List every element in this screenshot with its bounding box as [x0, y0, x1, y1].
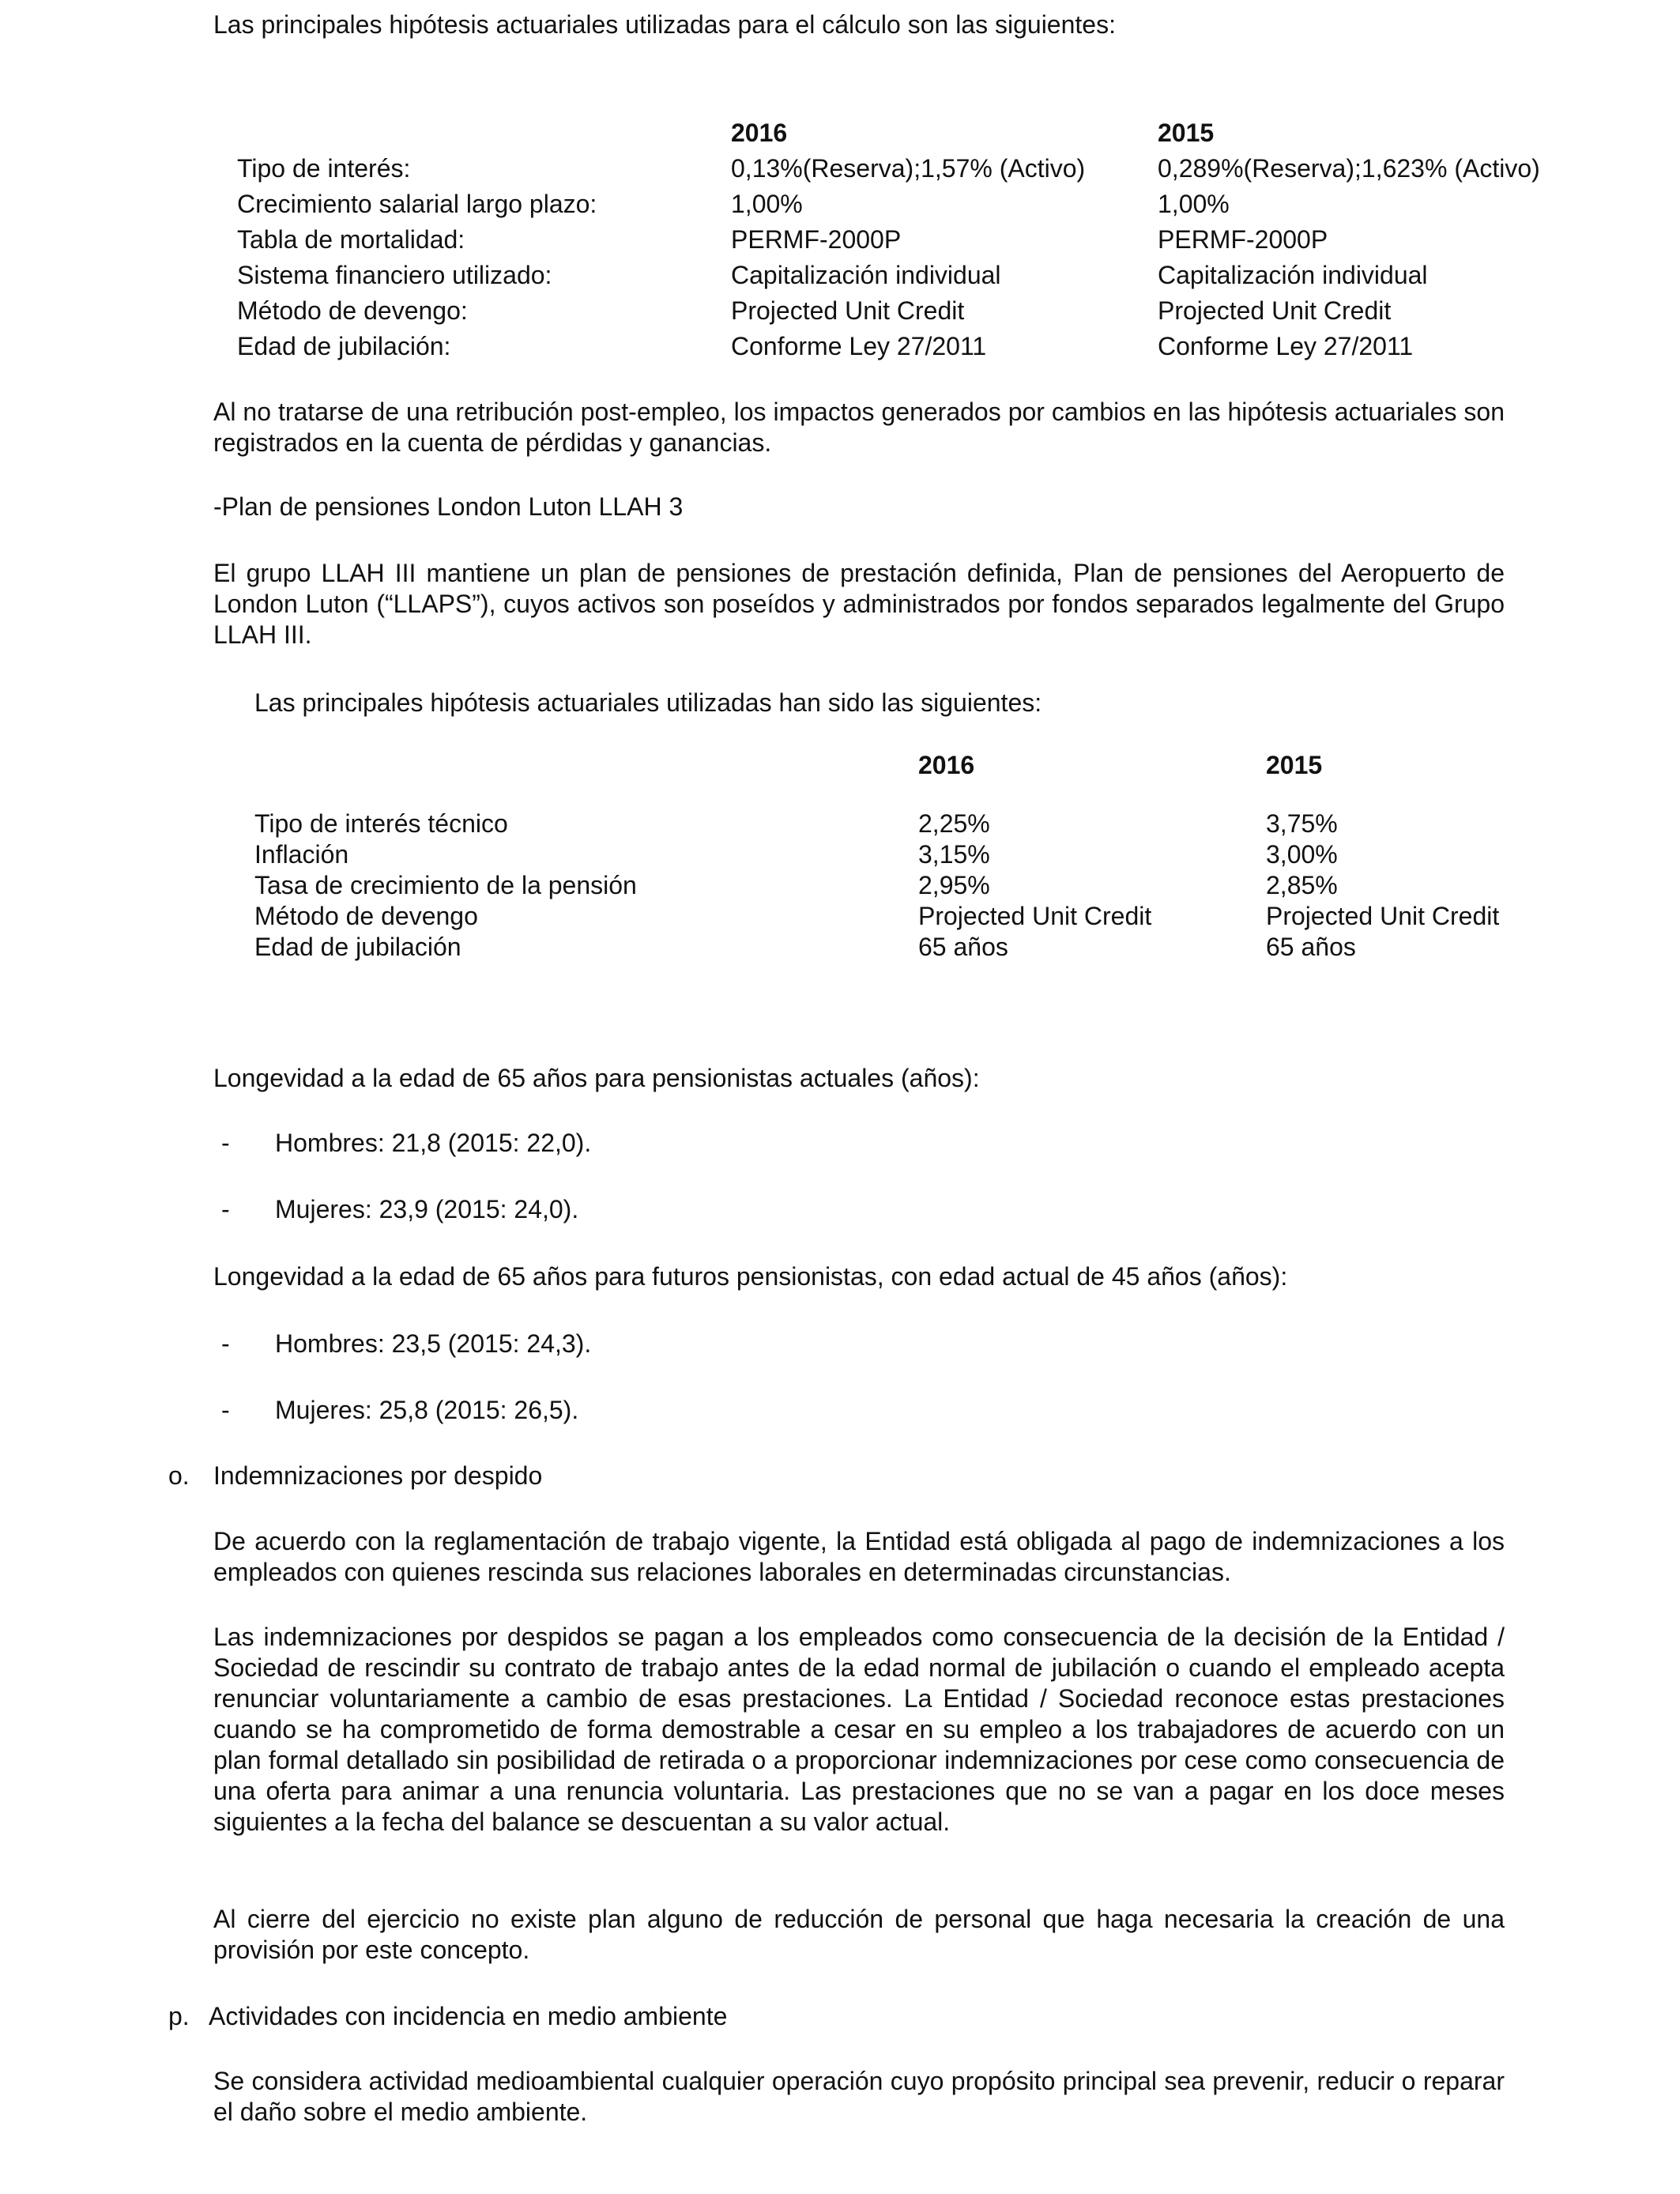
- table-row: [237, 151, 1540, 187]
- table-header-cell: [237, 115, 731, 151]
- section-o-paragraph: De acuerdo con la reglamentación de trabajo vigente, la Entidad está obligada al pago de indemnizaciones a los empleados con quienes rescinda sus relaciones laborales en determinadas circunstancias.: [213, 1527, 1505, 1586]
- table-cell: Capitalización individual: [731, 261, 1001, 289]
- table-header-row: [237, 115, 1540, 151]
- table-cell: 1,00%: [1158, 190, 1230, 218]
- table-cell: Crecimiento salarial largo plazo:: [237, 190, 597, 218]
- table-row: [237, 329, 1540, 364]
- table-cell: Capitalización individual: [1158, 261, 1428, 289]
- table-cell: 3,15%: [918, 840, 990, 869]
- longevity-future-heading: Longevidad a la edad de 65 años para futuros pensionistas, con edad actual de 45 años (años):: [213, 1262, 1288, 1291]
- table-cell: Inflación: [254, 840, 349, 869]
- longevity-current-heading: Longevidad a la edad de 65 años para pensionistas actuales (años):: [213, 1064, 980, 1092]
- bullet-dash: -: [221, 1329, 230, 1358]
- table-cell: Tasa de crecimiento de la pensión: [254, 871, 637, 899]
- bullet-dash: -: [221, 1396, 230, 1424]
- table-header-cell: 2015: [1158, 119, 1215, 147]
- llah-paragraph: El grupo LLAH III mantiene un plan de pensiones de prestación definida, Plan de pensiones del Aeropuerto de London Luton (“LLAPS”), cuyos activos son poseídos y administrados por fondos separados legalmente del Grupo LLAH III.: [213, 559, 1505, 649]
- table-cell: Método de devengo: [254, 902, 478, 930]
- table-cell: 3,75%: [1266, 809, 1338, 838]
- intro-paragraph-1: Las principales hipótesis actuariales utilizadas para el cálculo son las siguientes:: [213, 10, 1116, 39]
- table-cell: Conforme Ley 27/2011: [1158, 332, 1414, 360]
- table-cell: 1,00%: [731, 190, 803, 218]
- table-cell: Tabla de mortalidad:: [237, 225, 465, 254]
- bullet-dash: -: [221, 1129, 230, 1157]
- section-p-title: Actividades con incidencia en medio ambiente: [209, 2002, 728, 2030]
- actuarial-hypotheses-table-1: [237, 115, 1540, 364]
- table-cell: Edad de jubilación:: [237, 332, 451, 360]
- table-row: [254, 901, 1499, 932]
- section-p-paragraph: Se considera actividad medioambiental cualquier operación cuyo propósito principal sea prevenir, reducir o reparar el daño sobre el medio ambiente.: [213, 2067, 1505, 2126]
- table-row: [237, 258, 1540, 293]
- section-o-paragraph: Las indemnizaciones por despidos se pagan a los empleados como consecuencia de la decisión de la Entidad / Sociedad de rescindir su contrato de trabajo antes de la edad normal de jubilación o cuando el empleado acepta renunciar voluntariamente a cambio de esas prestaciones. La Entidad / Sociedad reconoce estas prestaciones cuando se ha comprometido de forma demostrable a cesar en su empleo a los trabajadores de acuerdo con un plan formal detallado sin posibilidad de retirada o a proporcionar indemnizaciones por cese como consecuencia de una oferta para animar a una renuncia voluntaria. Las prestaciones que no se van a pagar en los doce meses siguientes a la fecha del balance se descuentan a su valor actual.: [213, 1623, 1505, 1836]
- table-row: [237, 293, 1540, 329]
- plan-heading: -Plan de pensiones London Luton LLAH 3: [213, 492, 684, 521]
- table-cell: Projected Unit Credit: [918, 902, 1152, 930]
- table-cell: Projected Unit Credit: [1158, 296, 1392, 325]
- table-row: [237, 222, 1540, 258]
- table-cell: Sistema financiero utilizado:: [237, 261, 552, 289]
- table-row: [254, 839, 1499, 870]
- table-row: [254, 809, 1499, 839]
- table-header-cell: [254, 749, 918, 809]
- table-row: [237, 187, 1540, 222]
- section-o-title: Indemnizaciones por despido: [213, 1461, 543, 1490]
- postempleo-paragraph: Al no tratarse de una retribución post-empleo, los impactos generados por cambios en las hipótesis actuariales son registrados en la cuenta de pérdidas y ganancias.: [213, 398, 1505, 457]
- table-header-cell: 2015: [1266, 751, 1323, 779]
- list-item: Hombres: 23,5 (2015: 24,3).: [275, 1329, 592, 1358]
- table-cell: Edad de jubilación: [254, 933, 461, 961]
- table-cell: 2,95%: [918, 871, 990, 899]
- table-cell: 0,13%(Reserva);1,57% (Activo): [731, 154, 1086, 183]
- section-o-letter: o.: [168, 1461, 190, 1490]
- table-cell: Projected Unit Credit: [731, 296, 965, 325]
- table-cell: PERMF-2000P: [1158, 225, 1328, 254]
- actuarial-hypotheses-table-2: [254, 749, 1499, 963]
- table-cell: Método de devengo:: [237, 296, 468, 325]
- table-header-cell: 2016: [918, 751, 975, 779]
- table-row: [254, 870, 1499, 901]
- table-cell: 2,85%: [1266, 871, 1338, 899]
- table-cell: Tipo de interés:: [237, 154, 411, 183]
- table-header-row: [254, 749, 1499, 809]
- table-cell: 3,00%: [1266, 840, 1338, 869]
- list-item: Hombres: 21,8 (2015: 22,0).: [275, 1129, 592, 1157]
- table-header-cell: 2016: [731, 119, 788, 147]
- section-o-paragraph: Al cierre del ejercicio no existe plan alguno de reducción de personal que haga necesaria la creación de una provisión por este concepto.: [213, 1905, 1505, 1964]
- table-cell: 65 años: [918, 933, 1008, 961]
- bullet-dash: -: [221, 1195, 230, 1223]
- intro-paragraph-2: Las principales hipótesis actuariales utilizadas han sido las siguientes:: [254, 688, 1042, 717]
- list-item: Mujeres: 25,8 (2015: 26,5).: [275, 1396, 579, 1424]
- table-cell: 65 años: [1266, 933, 1356, 961]
- table-cell: Projected Unit Credit: [1266, 902, 1500, 930]
- table-cell: 2,25%: [918, 809, 990, 838]
- list-item: Mujeres: 23,9 (2015: 24,0).: [275, 1195, 579, 1223]
- table-row: [254, 932, 1499, 963]
- section-p-letter: p.: [168, 2002, 190, 2030]
- table-cell: Conforme Ley 27/2011: [731, 332, 987, 360]
- table-cell: 0,289%(Reserva);1,623% (Activo): [1158, 154, 1540, 183]
- table-cell: PERMF-2000P: [731, 225, 902, 254]
- table-cell: Tipo de interés técnico: [254, 809, 508, 838]
